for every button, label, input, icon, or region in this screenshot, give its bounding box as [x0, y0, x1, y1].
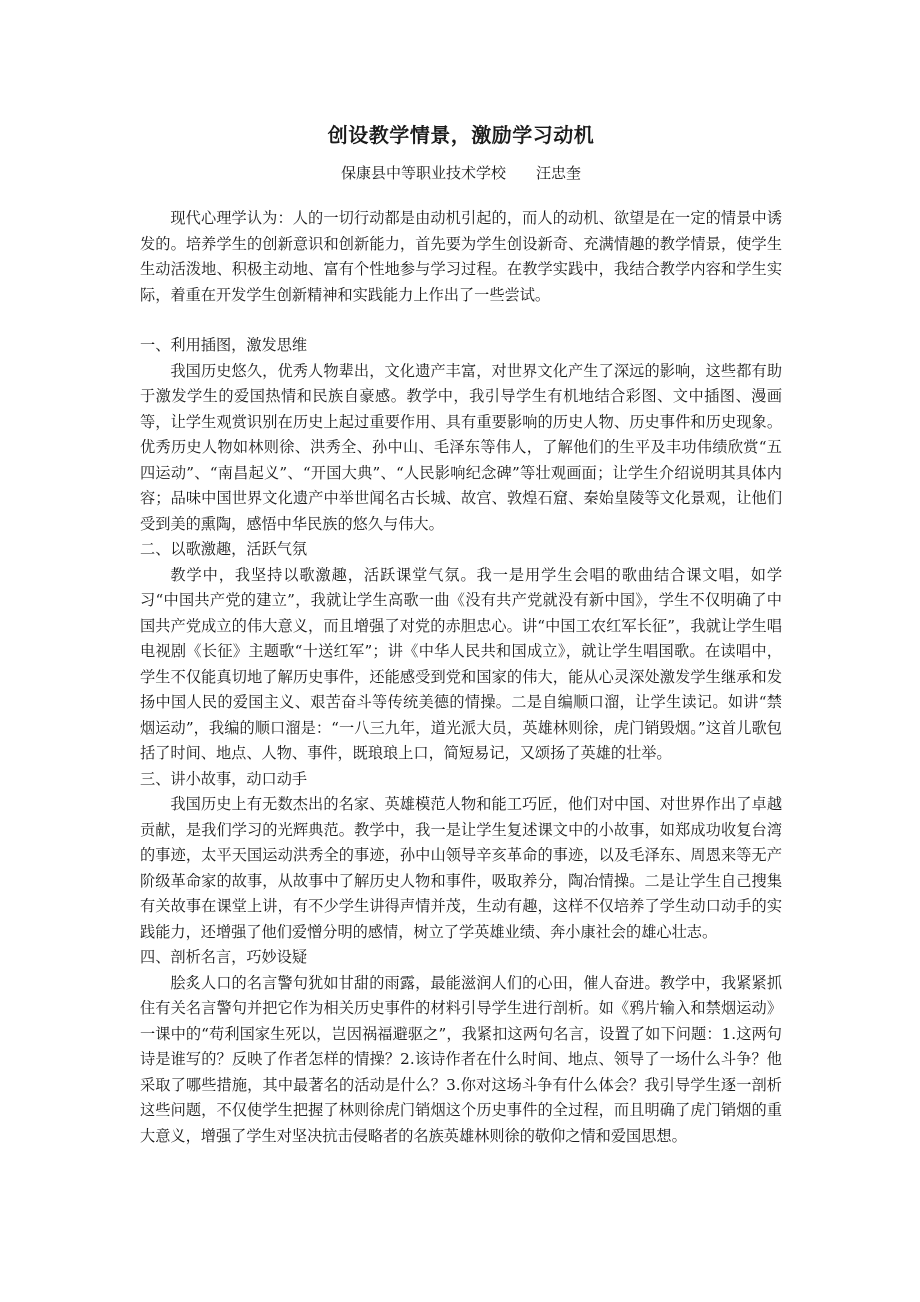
section-heading: 三、讲小故事，动口动手	[140, 769, 308, 788]
author-school: 保康县中等职业技术学校	[340, 164, 506, 182]
section-3	[140, 767, 782, 946]
section-paragraph: 脍炙人口的名言警句犹如甘甜的雨露，最能滋润人们的心田，催人奋进。教学中，我紧紧抓住有关名言警句并把它作为相关历史事件的材料引导学生进行剖析。如《鸦片输入和禁烟运动》一课中的“苟利国家生死以，岂因祸福避驱之”，我紧扣这两句名言，设置了如下问题：1.这两句诗是谁写的？反映了作者怎样的情操？2.该诗作者在什么时间、地点、领导了一场什么斗争？他采取了哪些措施，其中最著名的活动是什么？3.你对这场斗争有什么体会？我引导学生逐一剖析这些问题，不仅使学生把握了林则徐虎门销烟这个历史事件的全过程，而且明确了虎门销烟的重大意义，增强了学生对坚决抗击侵略者的名族英雄林则徐的敬仰之情和爱国思想。	[140, 973, 782, 1145]
document-page	[140, 118, 782, 1149]
section-paragraph: 我国历史悠久，优秀人物辈出，文化遗产丰富，对世界文化产生了深远的影响，这些都有助于激发学生的爱国热情和民族自豪感。教学中，我引导学生有机地结合彩图、文中插图、漫画等，让学生观赏识别在历史上起过重要作用、具有重要影响的历史人物、历史事件和历史现象。优秀历史人物如林则徐、洪秀全、孙中山、毛泽东等伟人，了解他们的生平及丰功伟绩欣赏“五四运动”、“南昌起义”、“开国大典”、“人民影响纪念碑”等壮观画面；让学生介绍说明其具体内容；品味中国世界文化遗产中举世闻名古长城、故宫、敦煌石窟、秦始皇陵等文化景观，让他们受到美的熏陶，感悟中华民族的悠久与伟大。	[140, 361, 782, 533]
section-paragraph: 我国历史上有无数杰出的名家、英雄模范人物和能工巧匠，他们对中国、对世界作出了卓越贡献，是我们学习的光辉典范。教学中，我一是让学生复述课文中的小故事，如郑成功收复台湾的事迹，太平天国运动洪秀全的事迹，孙中山领导辛亥革命的事迹，以及毛泽东、周恩来等无产阶级革命家的故事，从故事中了解历史人物和事件，吸取养分，陶冶情操。二是让学生自己搜集有关故事在课堂上讲，有不少学生讲得声情并茂，生动有趣，这样不仅培养了学生动口动手的实践能力，还增强了他们爱憎分明的感情，树立了学英雄业绩、奔小康社会的雄心壮志。	[140, 795, 782, 941]
section-heading: 一、利用插图，激发思维	[140, 336, 308, 354]
section-4	[140, 945, 782, 1149]
section-heading: 二、以歌激趣，活跃气氛	[140, 540, 308, 558]
author-line	[140, 160, 782, 186]
document-title: 创设教学情景，激励学习动机	[327, 123, 595, 147]
intro-paragraph: 现代心理学认为：人的一切行动都是由动机引起的，而人的动机、欲望是在一定的情景中诱发的。培养学生的创新意识和创新能力，首先要为学生创设新奇、充满情趣的教学情景，使学生生动活泼地、积极主动地、富有个性地参与学习过程。在教学实践中，我结合教学内容和学生实际，着重在开发学生创新精神和实践能力上作出了一些尝试。	[140, 209, 782, 304]
section-paragraph: 教学中，我坚持以歌激趣，活跃课堂气氛。我一是用学生会唱的歌曲结合课文唱，如学习“中国共产党的建立”，我就让学生高歌一曲《没有共产党就没有新中国》，学生不仅明确了中国共产党成立的伟大意义，而且增强了对党的赤胆忠心。讲“中国工农红军长征”，我就让学生唱电视剧《长征》主题歌“十送红军”；讲《中华人民共和国成立》，就让学生唱国歌。在读唱中，学生不仅能真切地了解历史事件，还能感受到党和国家的伟大，能从心灵深处激发学生继承和发扬中国人民的爱国主义、艰苦奋斗等传统美德的情操。二是自编顺口溜，让学生读记。如讲“禁烟运动”，我编的顺口溜是：“一八三九年，道光派大员，英雄林则徐，虎门销毁烟。”这首儿歌包括了时间、地点、人物、事件，既琅琅上口，简短易记，又颂扬了英雄的壮举。	[140, 565, 782, 762]
section-2	[140, 537, 782, 767]
author-name: 汪忠奎	[536, 164, 582, 182]
section-heading: 四、剖析名言，巧妙设疑	[140, 948, 308, 966]
section-1	[140, 333, 782, 537]
intro-block	[140, 206, 782, 308]
